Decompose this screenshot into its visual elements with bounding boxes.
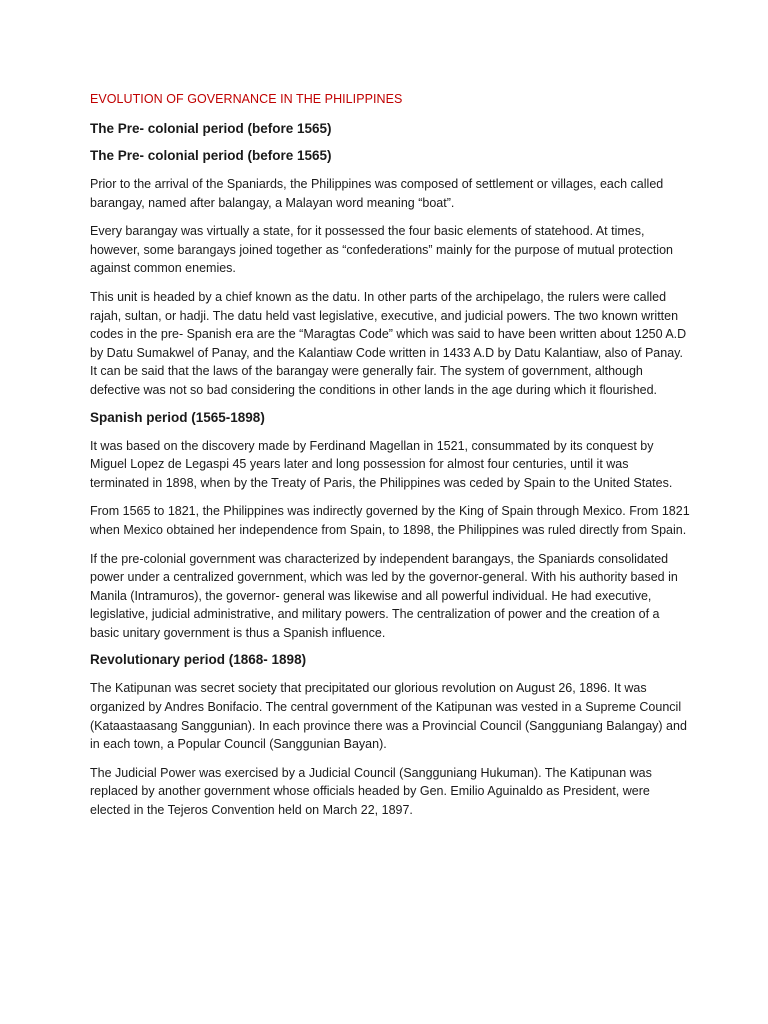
paragraph-judicial: The Judicial Power was exercised by a Judicial Council (Sangguniang Hukuman). The Katipunan was replaced by another government whose officials headed by Gen. Emilio Aguinaldo as President, were elected in the Tejeros Convention held on March 22, 1897. [90, 765, 652, 818]
paragraph-mexico: From 1565 to 1821, the Philippines was indirectly governed by the King of Spain through Mexico. From 1821 when Mexico obtained her independence from Spain, to 1898, the Philippines was ruled directly from Spain. [90, 504, 690, 537]
document-title: EVOLUTION OF GOVERNANCE IN THE PHILIPPINES [90, 92, 403, 106]
paragraph-barangay-state: Every barangay was virtually a state, for it possessed the four basic elements of statehood. At times, however, some barangays joined together as “confederations” mainly for the purpose of mutual protection against common enemies. [90, 224, 673, 276]
section-heading-spanish: Spanish period (1565-1898) [90, 409, 265, 425]
paragraph-centralized: If the pre-colonial government was characterized by independent barangays, the Spaniards consolidated power under a centralized government, which was led by the governor-general. With his authority based in Manila (Intramuros), the governor- general was likewise and all powerful individual. He had executive, legislative, judicial administrative, and military powers. The centralization of power and the creation of a basic unitary government is thus a Spanish influence. [90, 551, 678, 640]
paragraph-magellan: It was based on the discovery made by Ferdinand Magellan in 1521, consummated by its conquest by Miguel Lopez de Legaspi 45 years later and long possession for almost four centuries, until it was terminated in 1898, when by the Treaty of Paris, the Philippines was ceded by Spain to the United States. [90, 438, 673, 490]
document-page [90, 92, 690, 830]
paragraph-barangay-origin: Prior to the arrival of the Spaniards, the Philippines was composed of settlement or villages, each called barangay, named after balangay, a Malayan word meaning “boat”. [90, 177, 664, 210]
section-heading-precolonial: The Pre- colonial period (before 1565) [90, 121, 332, 136]
paragraph-datu: This unit is headed by a chief known as the datu. In other parts of the archipelago, the rulers were called rajah, sultan, or hadji. The datu held vast legislative, executive, and judicial powers. The two known written codes in the pre- Spanish era are the “Maragtas Code” which was said to have been written about 1250 A.D by Datu Sumakwel of Panay, and the Kalantiaw Code written in 1433 A.D by Datu Kalantiaw, also of Panay. It can be said that the laws of the barangay were generally fair. The system of government, although defective was not so bad considering the conditions in other lands in the age during which it flourished. [90, 289, 687, 397]
section-heading-revolutionary: Revolutionary period (1868- 1898) [90, 652, 307, 668]
section-heading-precolonial-repeat: The Pre- colonial period (before 1565) [90, 148, 332, 163]
paragraph-katipunan: The Katipunan was secret society that precipitated our glorious revolution on August 26, 1896. It was organized by Andres Bonifacio. The central government of the Katipunan was vested in a Supreme Council (Kataastaasang Sanggunian). In each province there was a Provincial Council (Sangguniang Balangay) and in each town, a Popular Council (Sanggunian Bayan). [90, 681, 687, 752]
